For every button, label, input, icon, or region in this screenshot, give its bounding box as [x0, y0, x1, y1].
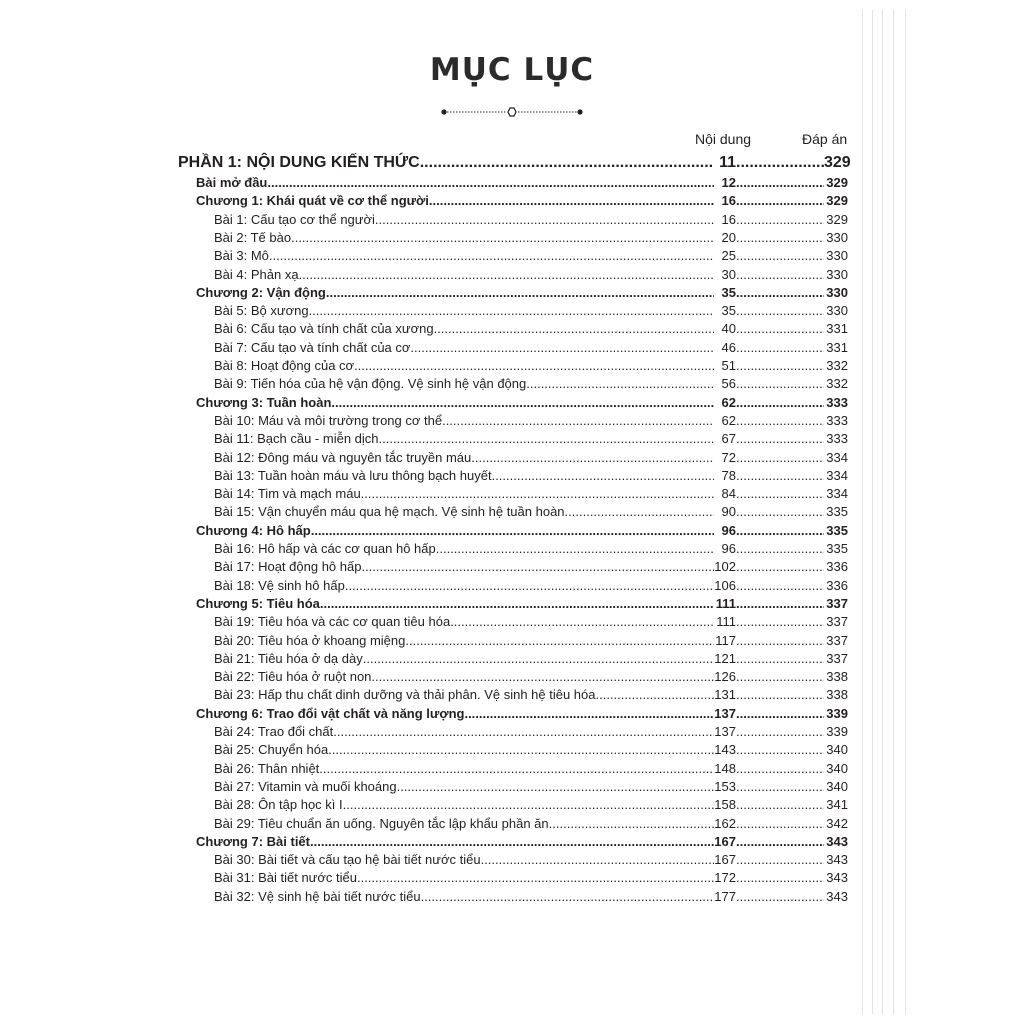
toc-content-page: 40 [721, 321, 736, 337]
toc-content-page: 67 [721, 431, 736, 447]
toc-content-page: 131 [714, 687, 736, 703]
toc-entry-title: Bài 1: Cấu tạo cơ thể người [214, 211, 375, 227]
toc-answer-page: 333 [826, 394, 848, 410]
toc-answer-page: 341 [826, 797, 848, 813]
toc-content-page: 167 [714, 852, 736, 868]
dot-leader [375, 211, 714, 229]
page-edge-line [862, 10, 863, 1014]
dot-leader [736, 577, 824, 595]
toc-content-page: 162 [714, 815, 736, 831]
dot-leader [565, 503, 714, 521]
toc-lesson-row [214, 888, 848, 906]
dot-leader [492, 467, 714, 485]
toc-content-page: 62 [721, 394, 736, 410]
toc-content-page: 30 [721, 266, 736, 282]
dot-leader [736, 229, 824, 247]
toc-lesson-row [214, 412, 848, 430]
toc-answer-page: 338 [826, 669, 848, 685]
toc-entry-title: Bài 28: Ôn tập học kì I [214, 797, 343, 813]
toc-answer-page: 329 [826, 175, 848, 190]
toc-lesson-row [214, 796, 848, 814]
dot-leader [343, 796, 714, 814]
toc-answer-page: 338 [826, 687, 848, 703]
dot-leader [442, 412, 714, 430]
toc-content-page: 12 [721, 175, 736, 190]
toc-entry-title: Chương 4: Hô hấp [196, 522, 311, 538]
toc-entry-title: Bài 2: Tế bào [214, 229, 292, 245]
dot-leader [361, 558, 714, 576]
toc-answer-page: 330 [826, 229, 848, 245]
toc-entry-title: Bài 15: Vận chuyển máu qua hệ mạch. Vệ sinh hệ tuần hoàn [214, 504, 565, 520]
toc-content-page: 35 [721, 303, 736, 319]
toc-answer-page: 334 [826, 467, 848, 483]
dot-leader [736, 320, 824, 338]
toc-content-page: 72 [721, 449, 736, 465]
dot-leader [736, 851, 824, 869]
toc-answer-page: 333 [826, 412, 848, 428]
dot-leader [736, 815, 824, 833]
page-edge-line [872, 10, 873, 1014]
dot-leader [333, 723, 714, 741]
toc-content-page: 16 [721, 211, 736, 227]
dot-leader [736, 595, 824, 613]
toc-answer-page: 343 [826, 888, 848, 904]
page-title: MỤC LỤC [429, 52, 595, 88]
dot-leader [309, 302, 714, 320]
toc-lesson-row [214, 320, 848, 338]
toc-answer-page: 340 [826, 742, 848, 758]
dot-leader [345, 577, 714, 595]
toc-content-page: 20 [721, 229, 736, 245]
toc-content-page: 78 [721, 467, 736, 483]
toc-lesson-row [214, 760, 848, 778]
toc-entry-title: Bài 11: Bạch cầu - miễn dịch [214, 431, 379, 447]
toc-answer-page: 333 [826, 431, 848, 447]
dot-leader [434, 320, 714, 338]
toc-lesson-row [214, 558, 848, 576]
toc-entry-title: Bài 3: Mô [214, 248, 269, 264]
toc-content-page: 11 [719, 154, 736, 171]
toc-lesson-row [214, 357, 848, 375]
toc-answer-page: 337 [826, 595, 848, 611]
toc-entry-title: Bài 17: Hoạt động hô hấp [214, 559, 362, 575]
toc-answer-page: 340 [826, 760, 848, 776]
dot-leader [429, 192, 714, 210]
dot-leader [736, 869, 824, 887]
dot-leader [736, 686, 824, 704]
toc-content-page: 158 [714, 797, 736, 813]
toc-content-page: 111 [716, 614, 736, 630]
dot-leader [736, 558, 824, 576]
dot-leader [736, 632, 824, 650]
dot-leader [320, 595, 714, 613]
toc-entry-title: Bài 18: Vệ sinh hô hấp [214, 577, 345, 593]
page-edge-line [905, 10, 906, 1014]
dot-leader [736, 705, 824, 723]
dot-leader [420, 154, 714, 172]
toc-content-page: 96 [721, 541, 736, 556]
toc-lesson-row [214, 650, 848, 668]
toc-entry-title: Bài 31: Bài tiết nước tiểu [214, 870, 357, 886]
toc-content-page: 46 [721, 339, 736, 355]
page-edge-line [893, 10, 894, 1014]
toc-answer-page: 337 [826, 632, 848, 648]
toc-answer-page: 337 [826, 614, 848, 630]
toc-entry-title: Bài 14: Tim và mạch máu [214, 486, 361, 502]
page-edge-line [882, 10, 883, 1014]
toc-entry-title: Bài 6: Cấu tạo và tính chất của xương [214, 321, 434, 337]
toc-entry-title: Bài 27: Vitamin và muối khoáng [214, 778, 397, 794]
toc-lesson-row [214, 723, 848, 741]
toc-entry-title: Bài 20: Tiêu hóa ở khoang miệng [214, 632, 406, 648]
dot-leader [331, 394, 714, 412]
toc-entry-title: Bài 5: Bộ xương [214, 303, 309, 319]
dot-leader [397, 778, 714, 796]
toc-entry-title: Bài 24: Trao đổi chất [214, 724, 334, 739]
toc-content-page: 117 [715, 632, 736, 648]
dot-leader [736, 778, 824, 796]
toc-entry-title: Bài 16: Hô hấp và các cơ quan hô hấp [214, 541, 436, 556]
toc-content-page: 51 [721, 358, 736, 373]
dot-leader [319, 760, 714, 778]
toc-content-page: 102 [714, 559, 736, 575]
toc-lesson-row [214, 302, 848, 320]
toc-lesson-row [214, 613, 848, 631]
toc-answer-page: 339 [826, 724, 848, 739]
dot-leader [371, 668, 714, 686]
dot-leader [736, 668, 824, 686]
toc-chapter-row [196, 394, 848, 412]
toc-answer-page: 336 [826, 577, 848, 593]
dot-leader [736, 339, 824, 357]
dot-leader [269, 247, 714, 265]
toc-part-row [178, 154, 851, 172]
toc-entry-title: Bài 23: Hấp thu chất dinh dưỡng và thải phân. Vệ sinh hệ tiêu hóa [214, 687, 596, 703]
toc-entry-title: Bài 13: Tuần hoàn máu và lưu thông bạch huyết [214, 467, 492, 483]
toc-content-page: 62 [721, 412, 736, 428]
toc-answer-page: 335 [826, 504, 848, 520]
toc-content-page: 148 [714, 760, 736, 776]
dot-leader [736, 192, 824, 210]
dot-leader [450, 613, 714, 631]
toc-lesson-row [214, 632, 848, 650]
toc-answer-page: 329 [826, 211, 848, 227]
dot-leader [736, 449, 824, 467]
toc-answer-page: 343 [826, 870, 848, 886]
dot-leader [379, 430, 714, 448]
dot-leader [736, 540, 824, 558]
dot-leader [736, 174, 824, 192]
dot-leader [736, 650, 824, 668]
toc-answer-page: 330 [826, 284, 848, 300]
toc-answer-page: 339 [826, 705, 848, 721]
toc-content-page: 25 [721, 248, 736, 264]
toc-chapter-row [196, 705, 848, 723]
toc-content-page: 137 [714, 705, 736, 721]
toc-chapter-row [196, 174, 848, 192]
toc-entry-title: Bài 32: Vệ sinh hệ bài tiết nước tiểu [214, 888, 421, 904]
toc-answer-page: 337 [826, 650, 848, 666]
toc-lesson-row [214, 815, 848, 833]
toc-content-page: 121 [714, 650, 736, 666]
dot-leader [736, 485, 824, 503]
toc-lesson-row [214, 339, 848, 357]
toc-entry-title: Bài 25: Chuyển hóa [214, 742, 329, 758]
dot-leader [736, 796, 824, 814]
dot-leader [736, 833, 824, 851]
toc-content-page: 106 [714, 577, 736, 593]
toc-content-page: 143 [714, 742, 736, 758]
toc-entry-title: PHẦN 1: NỘI DUNG KIẾN THỨC [178, 154, 420, 171]
dot-leader [736, 412, 824, 430]
toc-chapter-row [196, 284, 848, 302]
toc-entry-title: Bài 8: Hoạt động của cơ [214, 358, 355, 373]
toc-entry-title: Bài 10: Máu và môi trường trong cơ thể [214, 412, 443, 428]
dot-leader [291, 229, 714, 247]
dot-leader [326, 284, 714, 302]
dot-leader [549, 815, 714, 833]
toc-content-page: 35 [721, 284, 736, 300]
toc-entry-title: Bài 9: Tiến hóa của hệ vận động. Vệ sinh hệ vận động [214, 376, 527, 392]
dot-leader [405, 632, 714, 650]
dot-leader [267, 174, 714, 192]
toc-answer-page: 330 [826, 266, 848, 282]
toc-content-page: 56 [721, 376, 736, 392]
toc-content-page: 126 [714, 669, 736, 685]
toc-answer-page: 332 [826, 376, 848, 392]
toc-answer-page: 334 [826, 449, 848, 465]
column-header-answer: Đáp án [802, 131, 848, 147]
toc-answer-page: 329 [826, 193, 848, 209]
toc-lesson-row [214, 266, 848, 284]
toc-entry-title: Bài 4: Phản xạ [214, 266, 299, 282]
dot-leader [299, 266, 714, 284]
dot-leader [736, 154, 824, 172]
toc-lesson-row [214, 229, 848, 247]
toc-entry-title: Bài 7: Cấu tạo và tính chất của cơ [214, 339, 411, 355]
dot-leader [481, 851, 714, 869]
dot-leader [736, 357, 824, 375]
toc-answer-page: 342 [826, 815, 848, 831]
toc-answer-page: 332 [826, 358, 848, 373]
dot-leader [736, 266, 824, 284]
dot-leader [361, 485, 714, 503]
toc-answer-page: 340 [826, 778, 848, 794]
dot-leader [363, 650, 714, 668]
toc-answer-page: 330 [826, 303, 848, 319]
dot-leader [736, 430, 824, 448]
toc-content-page: 177 [714, 888, 736, 904]
toc-lesson-row [214, 778, 848, 796]
toc-lesson-row [214, 449, 848, 467]
toc-entry-title: Bài 21: Tiêu hóa ở dạ dày [214, 650, 363, 666]
toc-entry-title: Chương 3: Tuần hoàn [196, 394, 332, 410]
toc-chapter-row [196, 833, 848, 851]
dot-leader [328, 741, 714, 759]
toc-content-page: 153 [714, 778, 736, 794]
toc-answer-page: 331 [826, 339, 848, 355]
dot-leader [736, 522, 824, 540]
toc-content-page: 16 [721, 193, 736, 209]
dot-leader [736, 284, 824, 302]
toc-entry-title: Bài mở đầu [196, 175, 268, 190]
toc-answer-page: 343 [826, 852, 848, 868]
dot-leader [464, 705, 714, 723]
dot-leader [736, 375, 824, 393]
toc-entry-title: Chương 1: Khái quát về cơ thể người [196, 193, 429, 209]
toc-lesson-row [214, 247, 848, 265]
toc-lesson-row [214, 686, 848, 704]
toc-answer-page: 343 [826, 833, 848, 849]
dot-leader [736, 613, 824, 631]
toc-chapter-row [196, 192, 848, 210]
toc-lesson-row [214, 577, 848, 595]
toc-lesson-row [214, 375, 848, 393]
dot-leader [736, 467, 824, 485]
column-header-content: Nội dung [695, 131, 752, 147]
toc-lesson-row [214, 503, 848, 521]
dot-leader [736, 394, 824, 412]
toc-lesson-row [214, 485, 848, 503]
dot-leader [354, 357, 714, 375]
dot-leader [736, 302, 824, 320]
toc-content-page: 84 [721, 486, 736, 502]
dot-leader [736, 247, 824, 265]
dot-leader [736, 503, 824, 521]
toc-lesson-row [214, 741, 848, 759]
dot-leader [311, 522, 714, 540]
toc-entry-title: Bài 29: Tiêu chuẩn ăn uống. Nguyên tắc lập khẩu phần ăn [214, 815, 549, 831]
toc-content-page: 111 [715, 595, 736, 611]
toc-entry-title: Bài 22: Tiêu hóa ở ruột non [214, 669, 372, 685]
toc-lesson-row [214, 851, 848, 869]
toc-content-page: 167 [714, 833, 736, 849]
toc-answer-page: 336 [826, 559, 848, 575]
toc-content-page: 96 [721, 522, 736, 538]
dot-leader [421, 888, 714, 906]
toc-lesson-row [214, 467, 848, 485]
toc-lesson-row [214, 869, 848, 887]
toc-chapter-row [196, 522, 848, 540]
toc-entry-title: Bài 30: Bài tiết và cấu tạo hệ bài tiết nước tiểu [214, 852, 481, 868]
dot-leader [736, 888, 824, 906]
toc-content-page: 137 [714, 724, 736, 739]
toc-lesson-row [214, 430, 848, 448]
dot-leader [410, 339, 714, 357]
dot-leader [436, 540, 714, 558]
title-divider-ornament [440, 105, 584, 119]
toc-entry-title: Bài 19: Tiêu hóa và các cơ quan tiêu hóa [214, 614, 451, 630]
dot-leader [736, 211, 824, 229]
toc-answer-page: 329 [824, 154, 851, 171]
dot-leader [736, 723, 824, 741]
dot-leader [471, 449, 714, 467]
toc-lesson-row [214, 540, 848, 558]
toc-answer-page: 335 [826, 522, 848, 538]
toc-answer-page: 334 [826, 486, 848, 502]
dot-leader [526, 375, 714, 393]
toc-lesson-row [214, 668, 848, 686]
toc-lesson-row [214, 211, 848, 229]
toc-answer-page: 330 [826, 248, 848, 264]
toc-content-page: 90 [721, 504, 736, 520]
toc-entry-title: Chương 5: Tiêu hóa [196, 595, 320, 611]
toc-entry-title: Chương 6: Trao đổi vật chất và năng lượng [196, 705, 465, 721]
dot-leader [736, 760, 824, 778]
dot-leader [596, 686, 715, 704]
toc-answer-page: 331 [826, 321, 848, 337]
toc-entry-title: Bài 26: Thân nhiệt [214, 760, 320, 776]
toc-entry-title: Bài 12: Đông máu và nguyên tắc truyền máu [214, 449, 472, 465]
dot-leader [310, 833, 714, 851]
toc-answer-page: 335 [826, 541, 848, 556]
dot-leader [736, 741, 824, 759]
dot-leader [357, 869, 714, 887]
toc-entry-title: Chương 7: Bài tiết [196, 833, 310, 849]
toc-content-page: 172 [714, 870, 736, 886]
toc-chapter-row [196, 595, 848, 613]
toc-entry-title: Chương 2: Vận động [196, 284, 326, 300]
